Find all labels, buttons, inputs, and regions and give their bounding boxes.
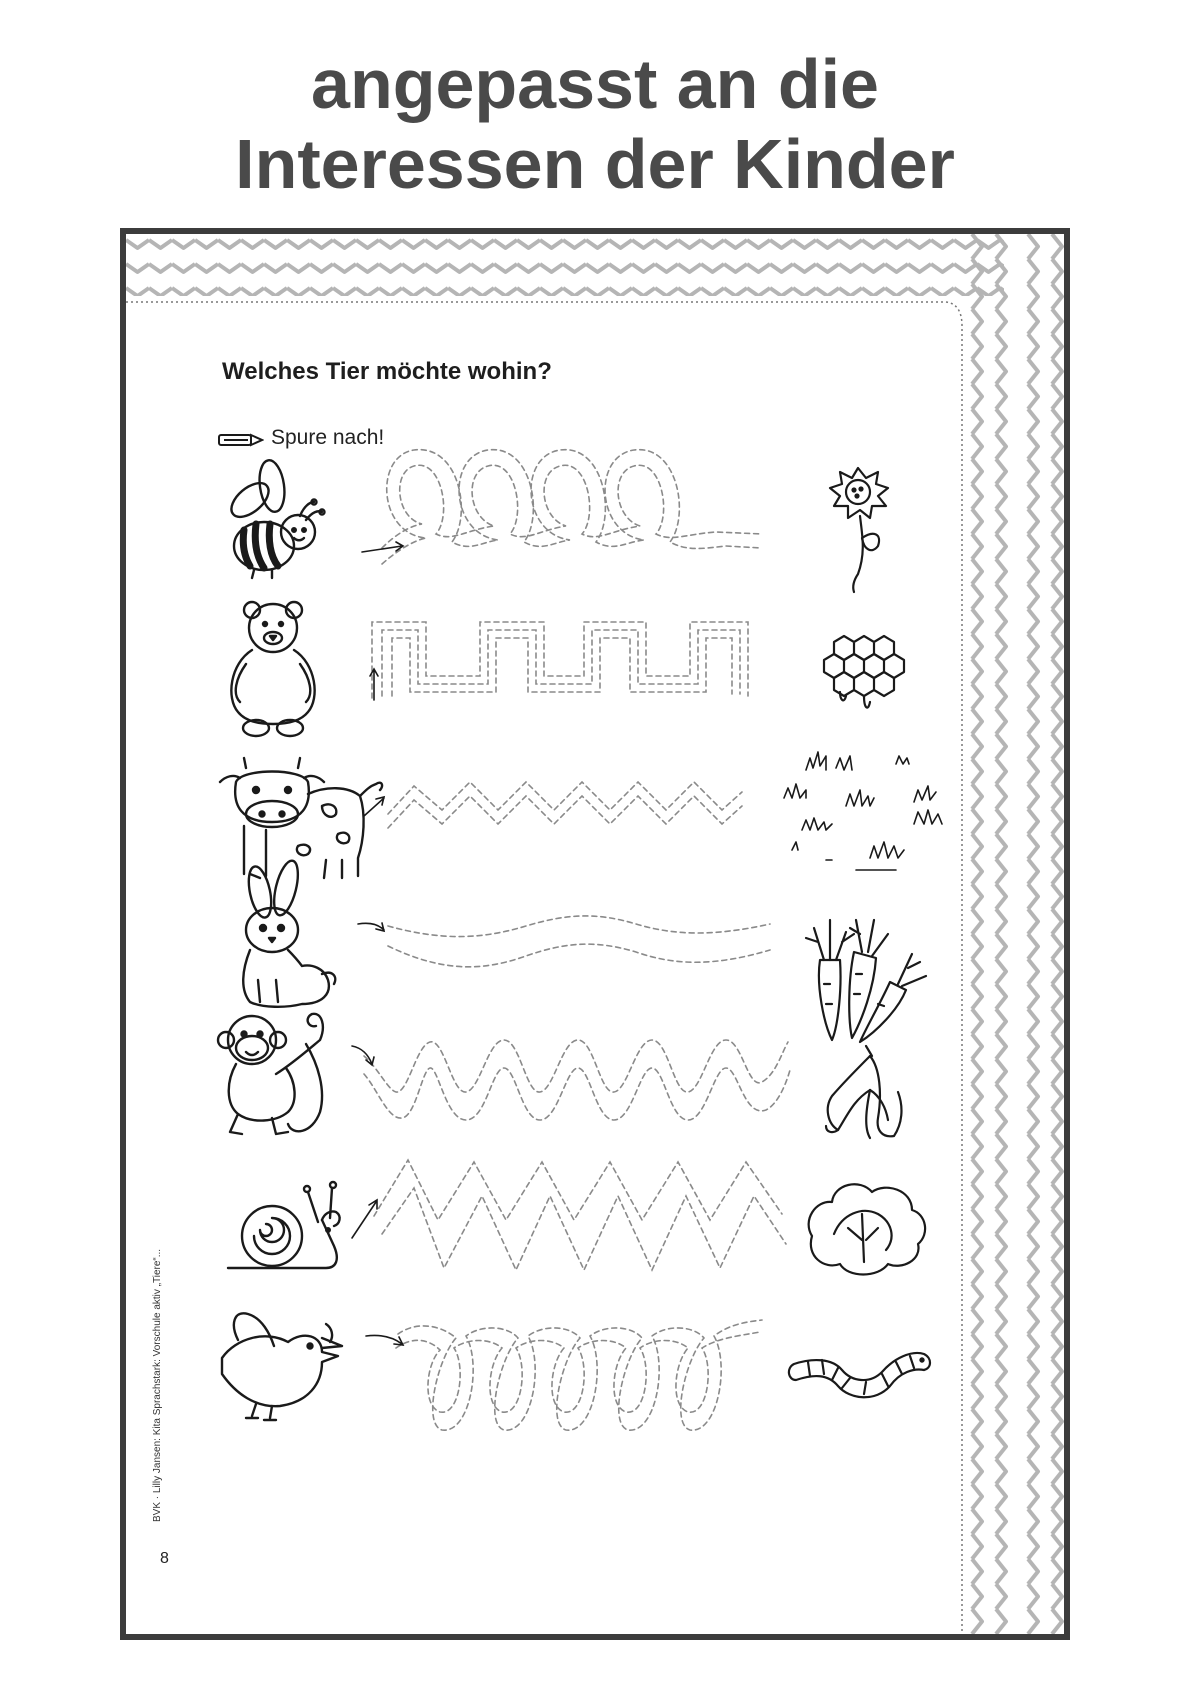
banana-icon[interactable] <box>826 1046 901 1138</box>
task-title: Welches Tier möchte wohin? <box>222 358 552 385</box>
page-number: 8 <box>160 1550 169 1567</box>
lettuce-icon[interactable] <box>809 1184 925 1274</box>
carrots-icon[interactable] <box>806 920 926 1042</box>
honeycomb-icon[interactable] <box>824 636 904 708</box>
worksheet-page <box>120 228 1070 1640</box>
headline-line-2: Interessen der Kinder <box>235 125 955 203</box>
grass-icon[interactable] <box>784 752 942 870</box>
page-headline <box>0 44 1190 204</box>
worm-icon[interactable] <box>789 1353 930 1397</box>
target-illustrations <box>126 234 1064 1634</box>
flower-icon[interactable] <box>830 468 888 592</box>
instruction-text: Spure nach! <box>271 426 385 449</box>
headline-line-1: angepasst an die <box>311 45 879 123</box>
credit-line: BVK · Lilly Jansen: Kita Sprachstark: Vorschule aktiv „Tiere“... <box>152 1248 163 1522</box>
